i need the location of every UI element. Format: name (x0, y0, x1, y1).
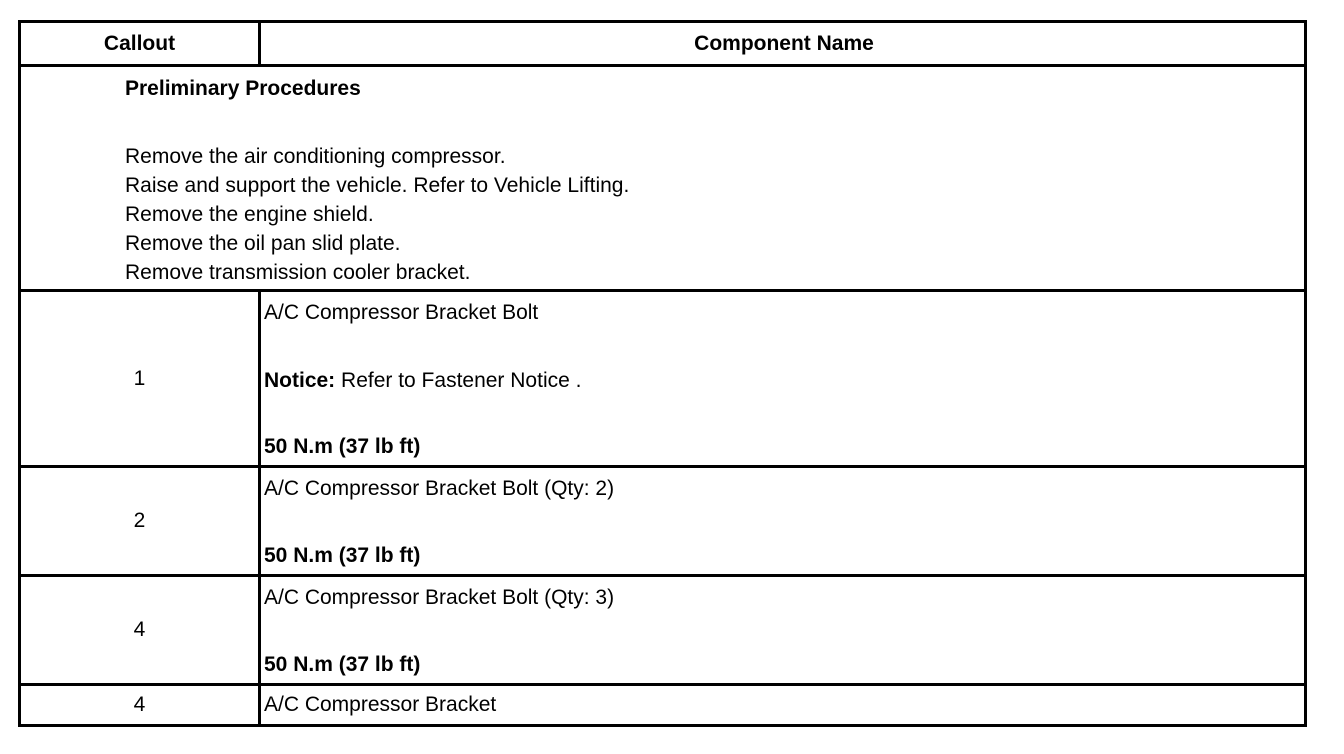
component-name: A/C Compressor Bracket Bolt (Qty: 2) (264, 477, 615, 500)
callout-number: 1 (133, 366, 146, 390)
preliminary-step: Remove the oil pan slid plate. (125, 232, 401, 255)
column-divider (258, 292, 261, 465)
callout-number: 4 (133, 618, 146, 641)
component-table (18, 20, 1307, 727)
callout-number: 4 (133, 693, 146, 716)
header-component-name: Component Name (694, 31, 874, 55)
torque-spec: 50 N.m (37 lb ft) (264, 544, 421, 567)
torque-spec: 50 N.m (37 lb ft) (264, 435, 421, 458)
table-row (21, 577, 1304, 683)
notice-text: Refer to Fastener Notice . (335, 369, 582, 392)
component-name: A/C Compressor Bracket Bolt (264, 301, 539, 324)
preliminary-step: Remove transmission cooler bracket. (125, 261, 471, 284)
notice-line (264, 369, 581, 393)
table-row (21, 468, 1304, 574)
component-name: A/C Compressor Bracket Bolt (Qty: 3) (264, 586, 615, 609)
header-callout: Callout (103, 31, 176, 55)
table-row (21, 292, 1304, 465)
preliminary-step: Remove the engine shield. (125, 203, 374, 226)
callout-number: 2 (133, 509, 146, 532)
column-divider (258, 686, 261, 724)
preliminary-step: Raise and support the vehicle. Refer to Vehicle Lifting. (125, 174, 630, 197)
notice-label: Notice: (264, 369, 336, 392)
component-name: A/C Compressor Bracket (264, 693, 497, 716)
preliminary-section (21, 67, 1304, 289)
header-divider (258, 23, 261, 64)
torque-spec: 50 N.m (37 lb ft) (264, 653, 421, 676)
table-row (21, 686, 1304, 724)
preliminary-step: Remove the air conditioning compressor. (125, 145, 506, 168)
preliminary-title: Preliminary Procedures (125, 77, 361, 100)
column-divider (258, 468, 261, 574)
column-divider (258, 577, 261, 683)
